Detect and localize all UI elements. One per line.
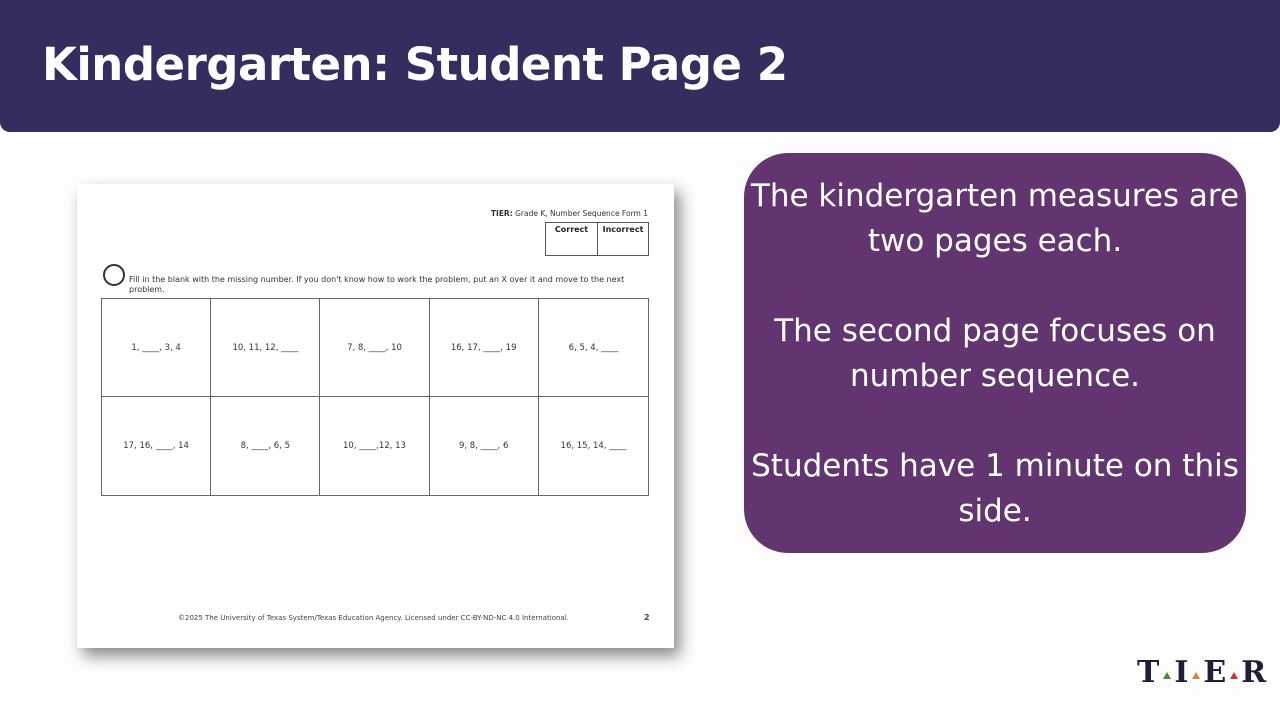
incorrect-header: Incorrect — [597, 223, 648, 255]
callout-box — [744, 153, 1246, 553]
tier-logo — [1137, 655, 1267, 690]
logo-letter: I — [1174, 655, 1190, 690]
logo-letter: E — [1203, 655, 1228, 690]
problem-cell: 1, ____, 3, 4 — [102, 299, 211, 397]
logo-letter: T — [1137, 655, 1161, 690]
instructions: Fill in the blank with the missing number. If you don't know how to work the problem, put an X over it and move to the next problem. — [129, 275, 625, 294]
triangle-icon — [1230, 672, 1238, 679]
form-label: TIER: — [490, 209, 513, 218]
score-box — [545, 222, 649, 256]
problem-cell: 6, 5, 4, ____ — [539, 299, 648, 397]
copyright: ©2025 The University of Texas System/Texas Education Agency. Licensed under CC-BY-ND-NC 4.0 International. — [178, 614, 569, 622]
slide-title: Kindergarten: Student Page 2 — [42, 38, 788, 91]
triangle-icon — [1163, 672, 1171, 679]
problem-cell: 8, ____, 6, 5 — [211, 397, 320, 495]
worksheet-image — [77, 184, 674, 648]
form-identifier — [491, 209, 648, 218]
callout-paragraph: The second page focuses on number sequence. — [774, 313, 1216, 394]
problem-cell: 17, 16, ____, 14 — [102, 397, 211, 495]
problem-cell: 10, 11, 12, ____ — [211, 299, 320, 397]
title-bar — [0, 0, 1280, 132]
problem-cell: 16, 15, 14, ____ — [560, 441, 627, 451]
problem-cell: 7, 8, ____, 10 — [320, 299, 429, 397]
problem-grid — [101, 298, 649, 496]
correct-header: Correct — [554, 225, 589, 234]
logo-letter: R — [1241, 655, 1268, 690]
triangle-icon — [1192, 672, 1200, 679]
problem-cell: 16, 17, ____, 19 — [430, 299, 539, 397]
page-number: 2 — [644, 613, 650, 622]
circle-icon — [103, 264, 125, 286]
form-name: Grade K, Number Sequence Form 1 — [515, 209, 648, 218]
callout-paragraph: The kindergarten measures are two pages each. — [750, 178, 1240, 259]
problem-cell: 10, ____,12, 13 — [320, 397, 429, 495]
callout-paragraph: Students have 1 minute on this side. — [751, 448, 1239, 529]
problem-cell: 9, 8, ____, 6 — [430, 397, 539, 495]
